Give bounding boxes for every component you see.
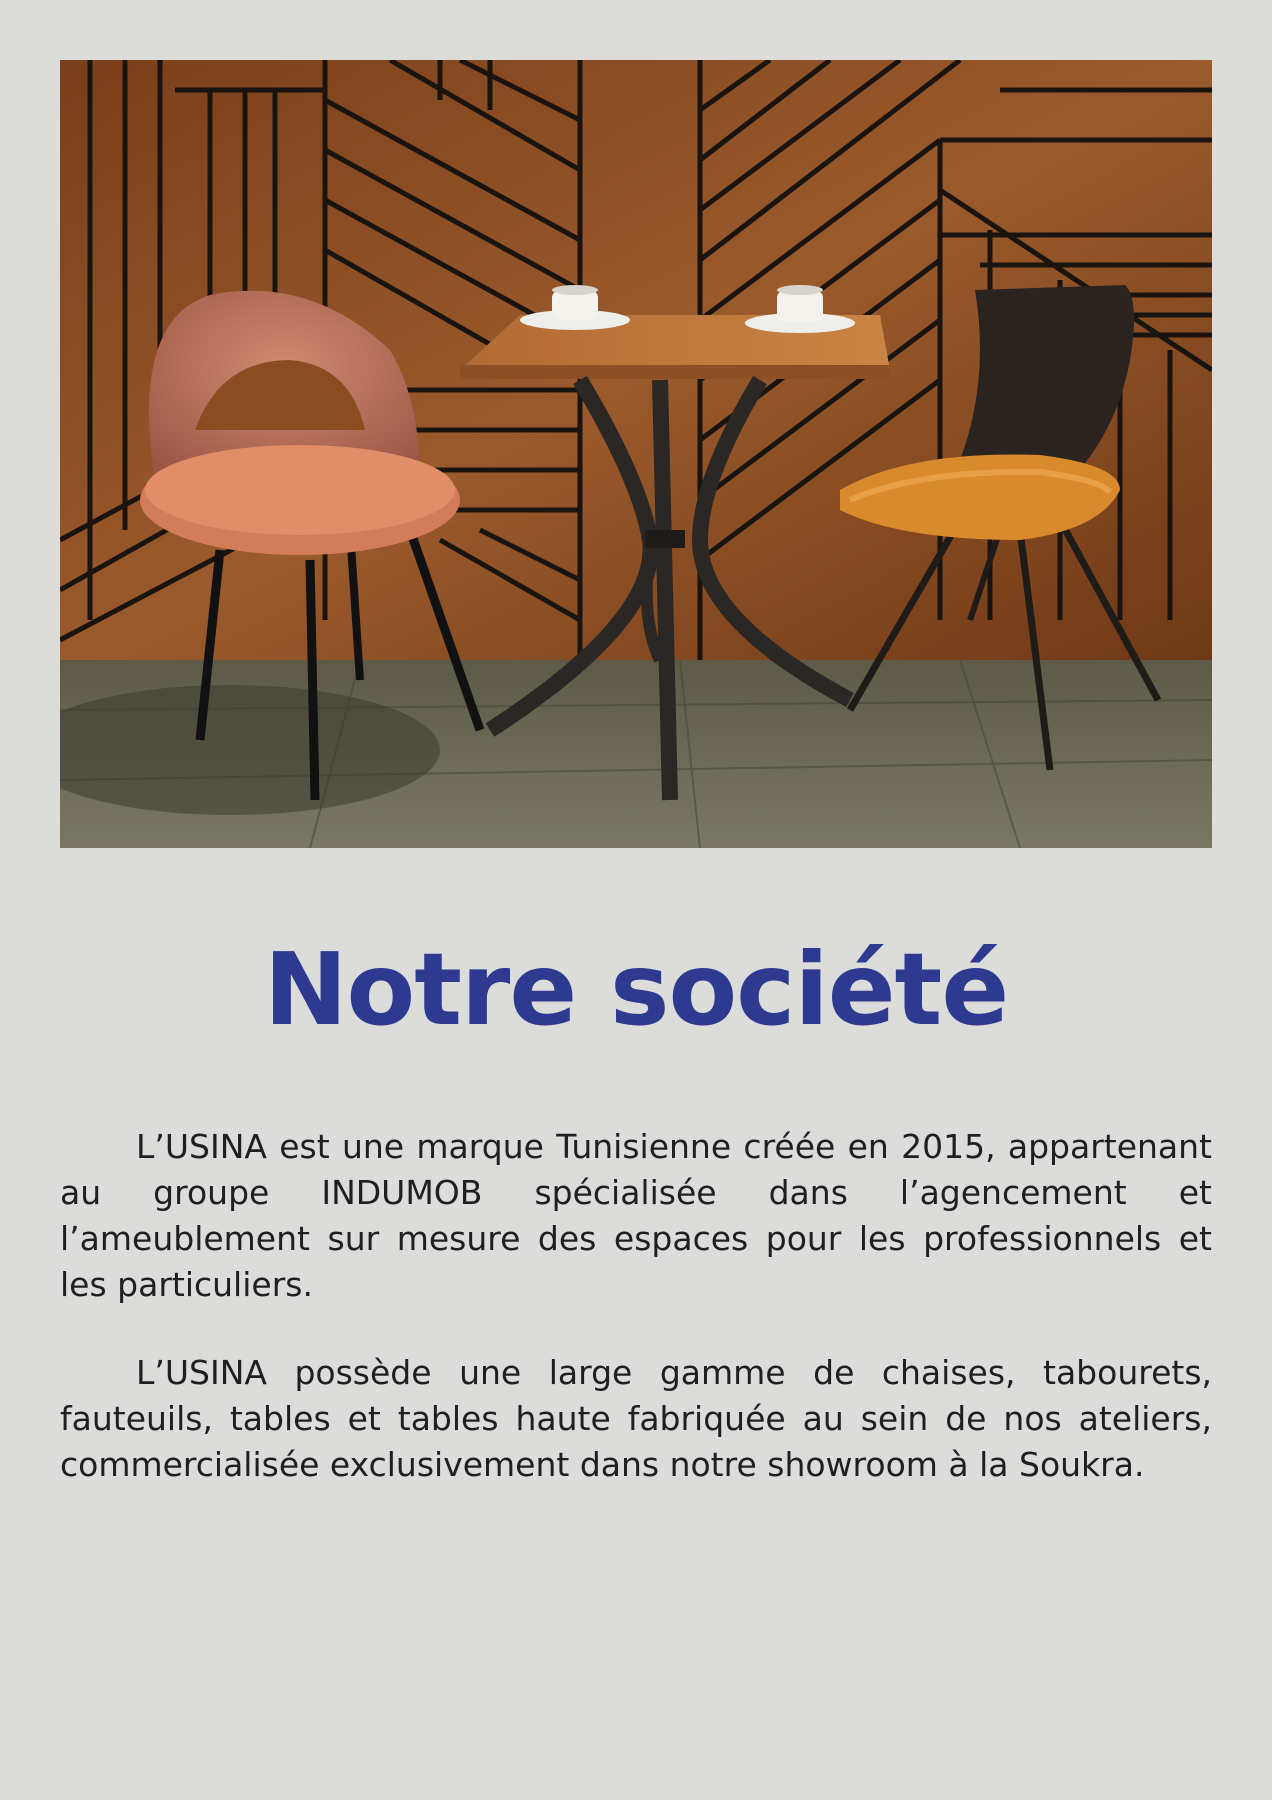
- hero-photo: [60, 60, 1212, 848]
- paragraph-products: L’USINA possède une large gamme de chaises, tabourets, fauteuils, tables et tables haute fabriquée au sein de nos ateliers, commercialisée exclusivement dans notre showroom à la Soukra.: [60, 1353, 1212, 1484]
- company-description: [60, 1124, 1212, 1530]
- paragraph-intro: L’USINA est une marque Tunisienne créée en 2015, appartenant au groupe INDUMOB spécialisée dans l’agencement et l’ameublement sur mesure des espaces pour les professionnels et les particuliers.: [60, 1127, 1212, 1304]
- page-title: Notre société: [263, 931, 1009, 1048]
